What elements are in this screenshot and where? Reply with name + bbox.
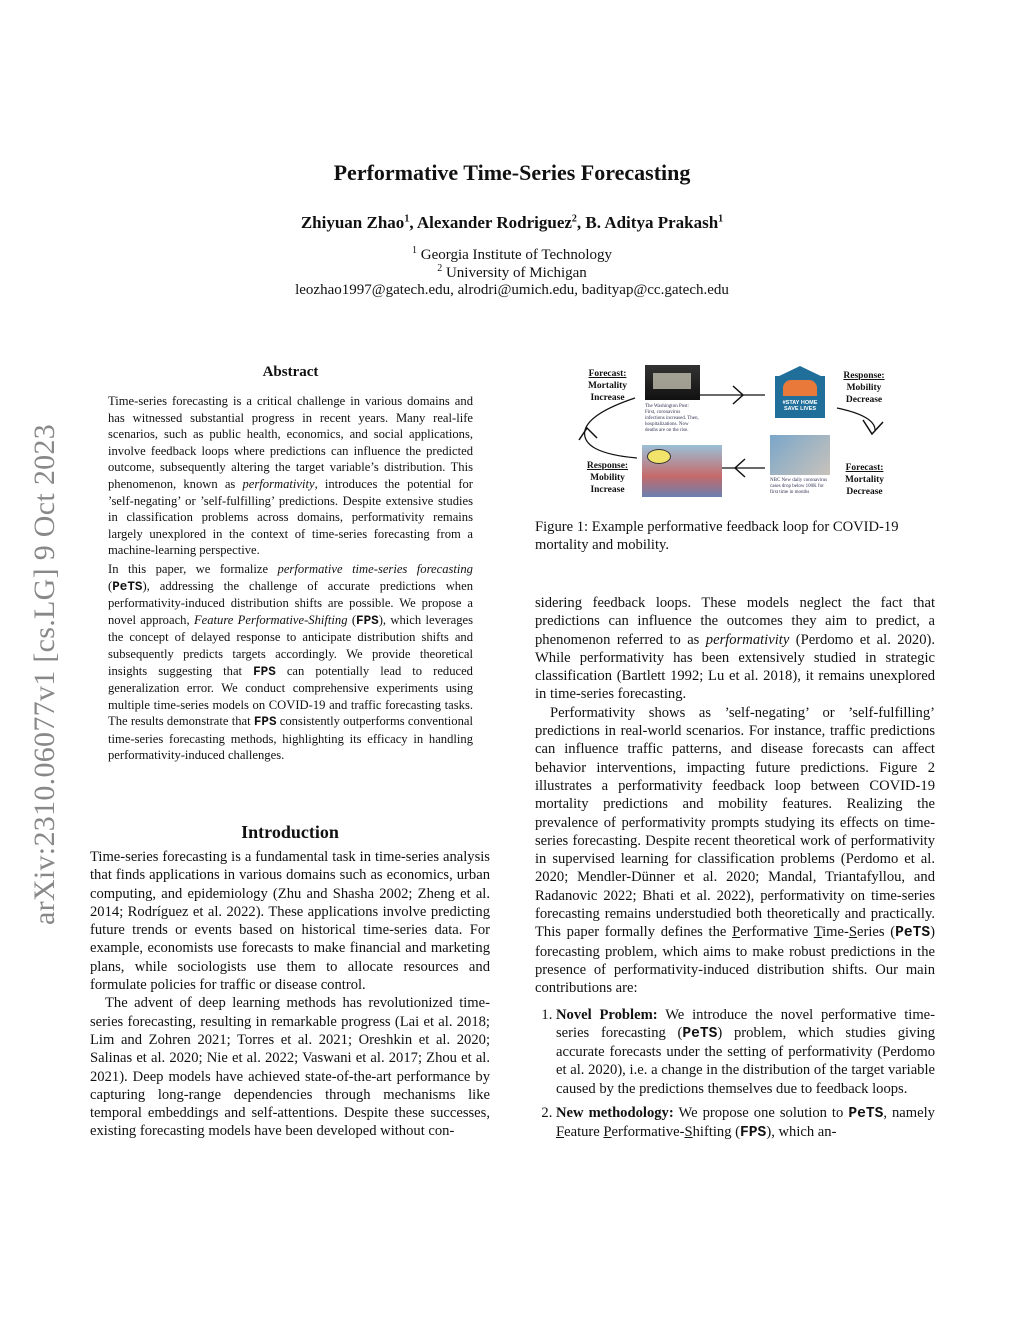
text-run: Performativity shows as ’self-negating’ or ’self-fulfilling’ predictions in real-world scenarios. For instance, traffic predictions can influence traffic patterns, and disease forecasts can affect behavior interventions, impacting future predictions. Figure 2 illustrates a performativity feedback loop between COVID-19 mortality predictions and mobility features. Realizing the prevalence of performativity prompts studying its effects on time-series forecasting. Despite recent theoretical work of performativity in supervised learning for classification problems (Perdomo et al. 2020; Mendler-Dünner et al. 2020; Mandal, Triantafyllou, and Radanovic 2022; Bhati et al. 2022), performativity on time-series forecasting remains understudied both theoretically and practically. This paper formally defines the xyxy=(535,704,935,941)
author-affiliation: 1 xyxy=(718,213,724,225)
text-run: ), addressing the challenge of accurate predictions when performativity-induced distribution shifts are possible. We propose a novel approach, xyxy=(108,578,473,627)
paragraph xyxy=(90,994,490,1140)
text-run: consistently outperforms conventional time-series forecasting methods, highlighting its efficacy in handling performativity-induced challenges. xyxy=(108,714,473,763)
underlined-letter: S xyxy=(848,924,857,941)
text-run: erformative xyxy=(740,924,814,941)
text-run: Time-series forecasting is a fundamental task in time-series analysis that finds applications in various domains such as economics, urban computing, and epidemiology (Zhu and Shasha 2002; Zheng et al. 2014; Rodríguez et al. 2022). These applications involve predicting future trends or events based on historical time-series data. For example, economists use forecasts to make financial and marketing plans, while sociologists use them to allocate resources and formulate policies for traffic or disease control. xyxy=(90,849,490,994)
code-term: FPS xyxy=(356,613,379,628)
author-name: B. Aditya Prakash xyxy=(585,213,719,232)
text-run: , introduces the potential for ’self-negating’ or ’self-fulfilling’ predictions. Despite extensive studies in classification problems across domains, performativity remains largely unexplored in the context of time-series forecasting from a machine-learning perspective. xyxy=(108,476,473,558)
affiliation xyxy=(0,245,1024,264)
news-photo-medical-worker xyxy=(770,435,830,475)
underlined-letter: P xyxy=(732,924,741,941)
emphasis-text: performativity xyxy=(242,476,315,491)
author-affiliation: 1 xyxy=(404,213,410,225)
text-run: ( xyxy=(108,578,113,593)
contributions-list xyxy=(535,1006,935,1143)
code-term: PeTS xyxy=(112,579,143,594)
text-run: , namely xyxy=(883,1105,935,1122)
text-run: hifting ( xyxy=(692,1124,741,1141)
bold-term: New methodology: xyxy=(556,1105,674,1122)
traffic-cartoon xyxy=(642,445,722,497)
author-list: Zhiyuan Zhao$^1$, Alexander Rodriguez$^2$, B. Aditya Prakash$^1$ xyxy=(300,213,724,232)
author-emails: leozhao1997@gatech.edu, alrodri@umich.edu, badityap@cc.gatech.edu xyxy=(295,282,729,298)
code-term: PeTS xyxy=(895,925,931,942)
paragraph xyxy=(108,393,473,559)
list-item xyxy=(556,1104,935,1143)
abstract-heading: Abstract xyxy=(262,364,319,380)
text-run: ) problem, which studies giving accurate forecasts under the setting of performativity (Perdomo et al. 2020), i.e. a change in the distribution of the target variable caused by the predictions themselves due to feedback loops. xyxy=(556,1024,935,1097)
code-term: FPS xyxy=(253,715,277,730)
text-run: The advent of deep learning methods has revolutionized time-series forecasting, resulting in remarkable progress (Lai et al. 2018; Lim and Zohren 2021; Torres et al. 2021; Oreshkin et al. 2020; Salinas et al. 2020; Nie et al. 2022; Vaswani et al. 2017; Zhou et al. 2021). Deep models have achieved state-of-the-art performance by capturing long-range dependencies through mechanisms like temporal embeddings and self-attentions. Despite these successes, existing forecasting models have been developed without con- xyxy=(90,995,490,1140)
paper-title: Performative Time-Series Forecasting xyxy=(333,160,691,185)
text-run: Time-series forecasting is a critical challenge in various domains and has witnessed substantial progress in recent years. Many real-life scenarios, such as public health, economics, and social applications, involve feedback loops where predictions can influence the predicted outcome, subsequently altering the target variable’s distribution. This phenomenon, known as xyxy=(108,394,473,491)
figure-1 xyxy=(575,358,895,503)
introduction-heading: Introduction xyxy=(241,822,339,842)
bold-term: Novel Problem: xyxy=(556,1006,658,1023)
affiliation-name: University of Michigan xyxy=(445,265,587,281)
emphasis-text: performative time-series forecasting xyxy=(277,561,473,576)
text-run: sidering feedback loops. These models neglect the fact that predictions can influence the outcomes they aim to predict, a phenomenon referred to as xyxy=(535,595,935,648)
text-run: ( xyxy=(347,612,357,627)
label-forecast-mortality-increase: Forecast: Mortality Increase xyxy=(587,369,628,403)
paragraph xyxy=(535,594,935,704)
text-run: (Perdomo et al. 2020). While performativity has been extensively studied in strategic classification (Bartlett 1992; Lu et al. 2018), it remains unexplored in time-series forecasting. xyxy=(535,631,935,703)
underlined-letter: F xyxy=(556,1124,565,1141)
code-term: FPS xyxy=(740,1125,767,1142)
text-run: In this paper, we formalize xyxy=(108,561,278,576)
paragraph xyxy=(90,848,490,994)
affiliation-number: 1 xyxy=(411,245,417,256)
text-run: erformative- xyxy=(611,1124,685,1141)
arxiv-stamp: arXiv:2310.06077v1 [cs.LG] 9 Oct 2023 xyxy=(28,423,61,925)
paragraph xyxy=(108,561,473,764)
abstract-body xyxy=(108,393,473,764)
text-run: can potentially lead to reduced generalization error. We conduct comprehensive experiments using multiple time-series models on COVID-19 and traffic forecasting tasks. The results demonstrate that xyxy=(108,663,473,729)
news-caption-nbc: NBC New daily coronavirus cases drop below 100K for first time in months xyxy=(770,478,828,495)
label-forecast-mortality-decrease: Forecast: Mortality Decrease xyxy=(844,463,885,497)
underlined-letter: P xyxy=(603,1124,612,1141)
author-affiliation: 2 xyxy=(571,213,577,225)
code-term: PeTS xyxy=(682,1025,718,1042)
underlined-letter: T xyxy=(813,924,823,941)
affiliation-name: Georgia Institute of Technology xyxy=(420,247,613,263)
emphasis-text: performativity xyxy=(705,631,790,648)
emphasis-text: Feature Performative-Shifting xyxy=(193,612,348,627)
right-column-body xyxy=(535,594,935,1149)
underlined-letter: S xyxy=(684,1124,693,1141)
text-run: ) forecasting problem, which aims to make robust predictions in the presence of performativity-induced distribution shifts. Our main contributions are: xyxy=(535,924,935,997)
code-term: FPS xyxy=(253,664,276,679)
label-response-mobility-increase: Response: Mobility Increase xyxy=(586,461,629,495)
text-run: ), which an- xyxy=(766,1124,837,1141)
news-photo-hospital xyxy=(645,365,700,400)
affiliation xyxy=(0,263,1024,282)
introduction-body xyxy=(90,848,490,1141)
label-response-mobility-decrease: Response: Mobility Decrease xyxy=(843,371,885,405)
list-item xyxy=(556,1006,935,1098)
paragraph xyxy=(535,704,935,998)
text-run: eries ( xyxy=(856,924,896,941)
author-name: Alexander Rodriguez xyxy=(416,213,572,232)
text-run: ime- xyxy=(822,924,849,941)
author-name: Zhiyuan Zhao xyxy=(300,213,405,232)
figure-1-caption: Figure 1: Example performative feedback loop for COVID-19 mortality and mobility. xyxy=(535,519,899,554)
text-run: We propose one solution to xyxy=(673,1105,849,1122)
text-run: We introduce the novel performative time-series forecasting ( xyxy=(556,1006,936,1041)
affiliation-number: 2 xyxy=(437,263,443,274)
code-term: PeTS xyxy=(848,1106,884,1123)
text-run: eature xyxy=(564,1124,604,1141)
stay-home-poster: #STAY HOME SAVE LIVES xyxy=(773,366,828,418)
news-caption-washington-post: The Washington Post: First, coronavirus infections increased. Then, hospitalizations. Now deaths are on the rise. xyxy=(645,404,699,433)
text-run: ), which leverages the concept of delayed response to anticipate distribution shifts and subsequently predicts targets accordingly. We provide theoretical insights suggesting that xyxy=(108,612,474,678)
